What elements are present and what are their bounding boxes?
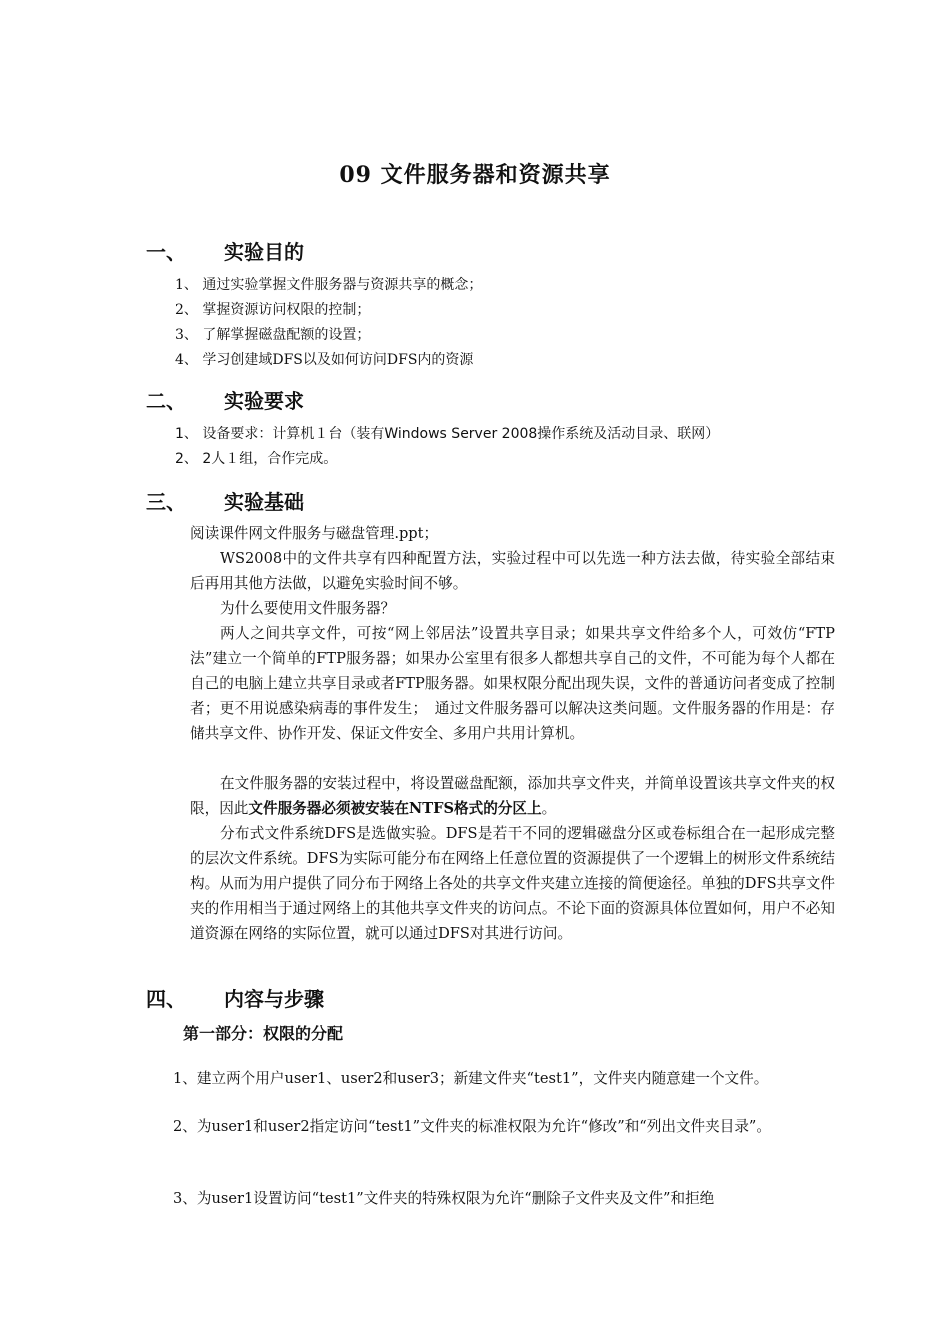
- step-item: 2、为user1和user2指定访问“test1”文件夹的标准权限为允许“修改”和“列出文件夹目录”。: [173, 1118, 771, 1135]
- objective-item: 2、 掌握资源访问权限的控制；: [175, 302, 371, 318]
- paragraph-reading: 阅读课件网文件服务与磁盘管理.ppt；: [190, 525, 439, 542]
- paragraph-config-methods: WS2008中的文件共享有四种配置方法，实验过程中可以先选一种方法去做，待实验全部结束后再用其他方法做，以避免实验时间不够。: [190, 550, 835, 592]
- section-number: 三、: [146, 490, 186, 514]
- paragraph-why-question: 为什么要使用文件服务器？: [220, 600, 396, 617]
- section-number: 一、: [146, 240, 186, 264]
- section-title: 实验要求: [224, 389, 304, 413]
- requirement-item: 2、 2人１组，合作完成。: [175, 451, 338, 467]
- paragraph-dfs: 分布式文件系统DFS是选做实验。DFS是若干不同的逻辑磁盘分区或卷标组合在一起形成完整的层次文件系统。DFS为实际可能分布在网络上任意位置的资源提供了一个逻辑上的树形文件系统结构。从而为用户提供了同分布于网络上各处的共享文件夹建立连接的简便途径。单独的DFS共享文件夹的作用相当于通过网络上的其他共享文件夹的访问点。不论下面的资源具体位置如何，用户不必知道资源在网络的实际位置，就可以通过DFS对其进行访问。: [190, 825, 835, 942]
- section-heading-requirements: [146, 385, 304, 414]
- section-number: 二、: [146, 389, 186, 413]
- section-heading-steps: [146, 983, 324, 1012]
- requirement-item: 1、 设备要求：计算机１台（装有Windows Server 2008操作系统及活动目录、联网）: [175, 426, 720, 442]
- objective-item: 3、 了解掌握磁盘配额的设置；: [175, 327, 371, 343]
- paragraph-install-notes: [190, 771, 835, 821]
- section-number: 四、: [146, 987, 186, 1011]
- section-heading-objectives: [146, 236, 304, 265]
- part-heading: 第一部分：权限的分配: [183, 1024, 344, 1043]
- ntfs-requirement-emphasis: 文件服务器必须被安装在NTFS格式的分区上: [248, 800, 542, 817]
- paragraph-text: 。: [541, 800, 557, 817]
- objective-item: 1、 通过实验掌握文件服务器与资源共享的概念；: [175, 277, 483, 293]
- paragraph-text: 在文件服务器的安装过程中，将设置磁盘配额，添加共享文件夹，并简单设置该共享文件夹的权限，因此: [190, 775, 835, 817]
- section-title: 实验基础: [224, 490, 304, 514]
- paragraph-sharing-methods: 两人之间共享文件，可按“网上邻居法”设置共享目录；如果共享文件给多个人，可效仿“FTP法”建立一个简单的FTP服务器；如果办公室里有很多人都想共享自己的文件，不可能为每个人都在自己的电脑上建立共享目录或者FTP服务器。如果权限分配出现失误，文件的普通访问者变成了控制者；更不用说感染病毒的事件发生； 通过文件服务器可以解决这类问题。文件服务器的作用是：存储共享文件、协作开发、保证文件安全、多用户共用计算机。: [190, 625, 835, 742]
- document-title: 09 文件服务器和资源共享: [339, 162, 611, 188]
- section-title: 实验目的: [224, 240, 304, 264]
- section-heading-basics: [146, 486, 304, 515]
- step-item: 3、为user1设置访问“test1”文件夹的特殊权限为允许“删除子文件夹及文件”和拒绝: [173, 1190, 715, 1207]
- section-title: 内容与步骤: [224, 987, 324, 1011]
- objective-item: 4、 学习创建域DFS以及如何访问DFS内的资源: [175, 352, 474, 368]
- step-item: 1、建立两个用户user1、user2和user3；新建文件夹“test1”，文件夹内随意建一个文件。: [173, 1070, 769, 1087]
